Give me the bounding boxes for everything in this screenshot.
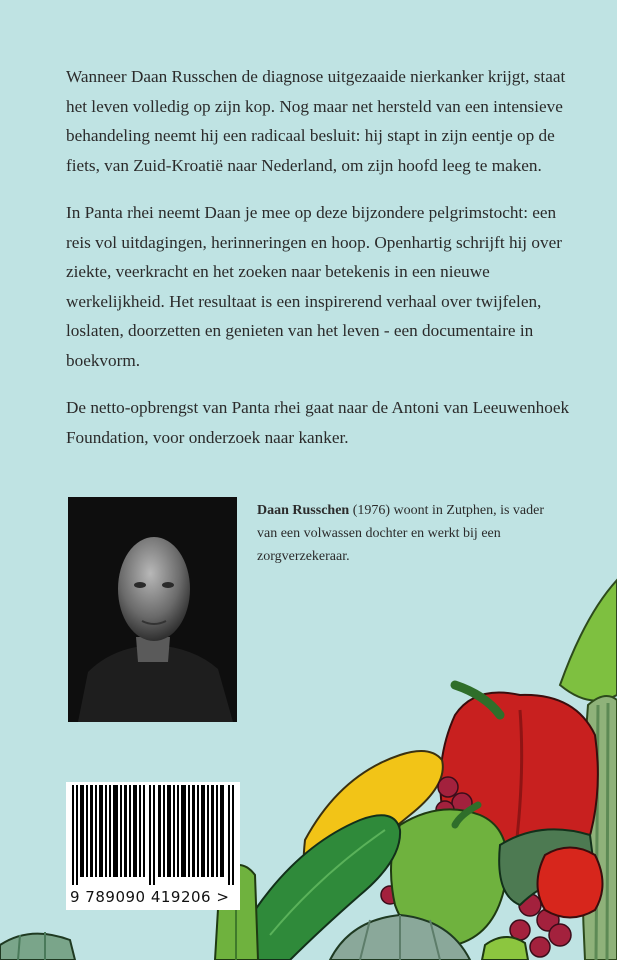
- author-bio: [257, 499, 557, 568]
- barcode-icon: [72, 785, 234, 885]
- green-apple-icon: [482, 937, 528, 960]
- round-squash-icon: [0, 932, 75, 960]
- back-cover-blurb: [66, 62, 571, 470]
- blurb-paragraph-1: Wanneer Daan Russchen de diagnose uitgezaaide nierkanker krijgt, staat het leven volledig op zijn kop. Nog maar net hersteld van een intensieve behandeling neemt hij een radicaal besluit: hij stapt in zijn eentje op de fiets, van Zuid-Kroatië naar Nederland, om zijn hoofd leeg te maken.: [66, 67, 566, 175]
- blurb-paragraph-3: De netto-opbrengst van Panta rhei gaat naar de Antoni van Leeuwenhoek Foundation, voor onderzoek naar kanker.: [66, 398, 570, 447]
- isbn-number: 9 789090 419206 >: [70, 888, 230, 906]
- apple-icon: [538, 848, 603, 918]
- author-name: Daan Russchen: [257, 503, 350, 518]
- barcode: [66, 782, 240, 910]
- blurb-paragraph-2: In Panta rhei neemt Daan je mee op deze bijzondere pelgrimstocht: een reis vol uitdagingen, herinneringen en hoop. Openhartig schrijft hij over ziekte, veerkracht en het zoeken naar betekenis in een nieuwe werkelijkheid. Het resultaat is een inspirerend verhaal over twijfelen, loslaten, doorzetten en genieten van het leven - een documentaire in boekvorm.: [66, 203, 562, 370]
- author-bio-text: (1976) woont in Zutphen, is vader van een volwassen dochter en werkt bij een zorgverzekeraar.: [257, 503, 544, 564]
- cucumber-icon: [560, 580, 617, 701]
